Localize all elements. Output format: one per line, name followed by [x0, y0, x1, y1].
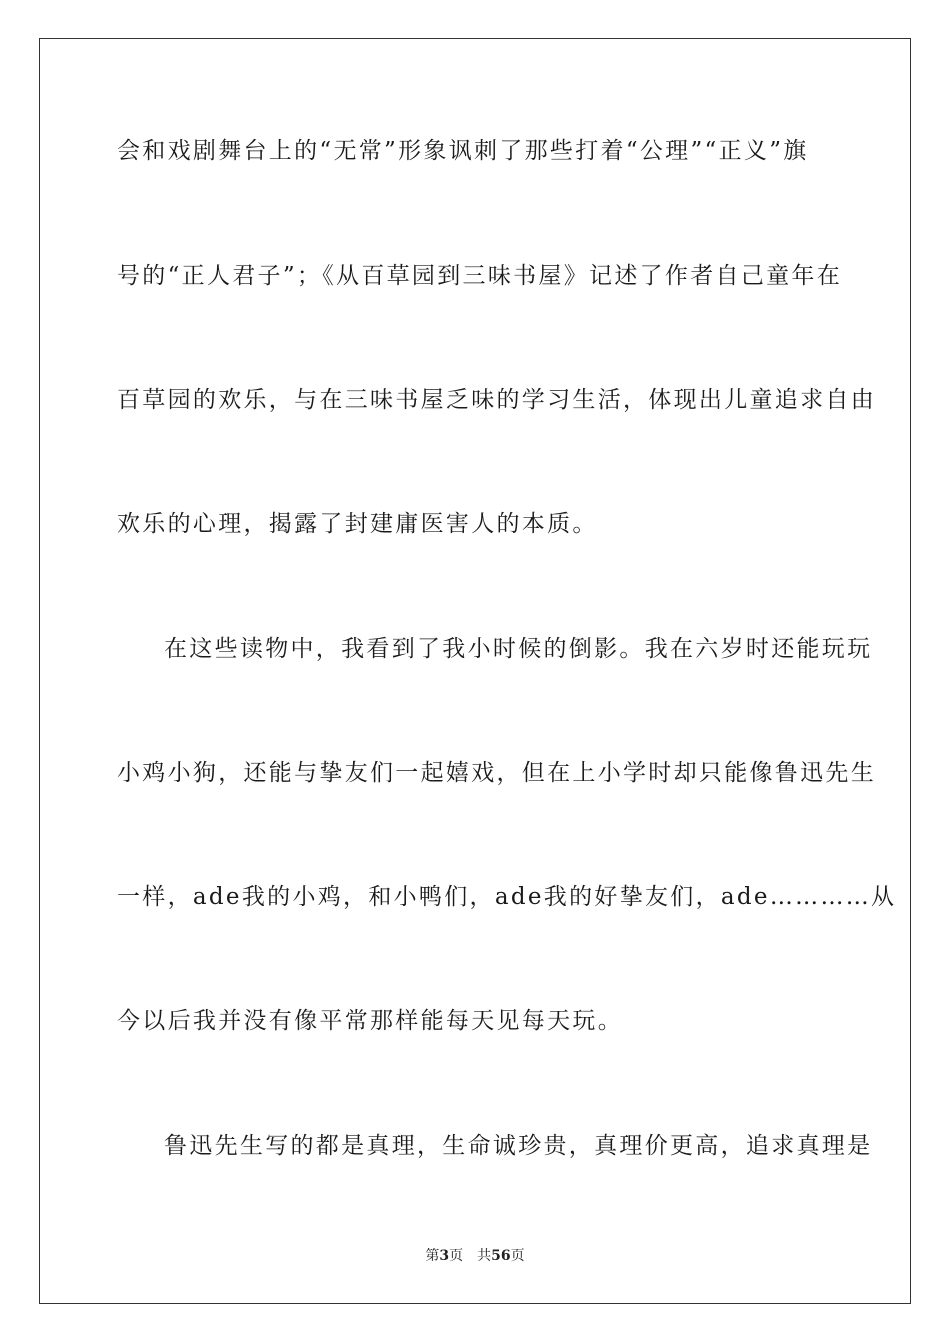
- footer-middle: 页 共: [449, 1248, 492, 1264]
- page-footer: [0, 1246, 950, 1266]
- paragraph-first-line: 在这些读物中，我看到了我小时候的倒影。我在六岁时还能玩玩: [164, 636, 873, 662]
- current-page-number: 3: [439, 1248, 450, 1264]
- text-line: 百草园的欢乐，与在三味书屋乏味的学习生活，体现出儿童追求自由: [117, 387, 876, 413]
- paragraph-first-line: 鲁迅先生写的都是真理，生命诚珍贵，真理价更高，追求真理是: [164, 1133, 873, 1159]
- text-line: 一样，ade我的小鸡，和小鸭们，ade我的好挚友们，ade…………从: [117, 884, 897, 910]
- text-line: 号的“正人君子”；《从百草园到三味书屋》记述了作者自己童年在: [117, 263, 843, 289]
- text-line: 今以后我并没有像平常那样能每天见每天玩。: [117, 1008, 623, 1034]
- text-line: 会和戏剧舞台上的“无常”形象讽刺了那些打着“公理”“正义”旗: [117, 138, 809, 164]
- total-page-count: 56: [491, 1248, 511, 1264]
- footer-suffix: 页: [510, 1248, 525, 1264]
- footer-prefix: 第: [425, 1248, 440, 1264]
- text-line: 小鸡小狗，还能与挚友们一起嬉戏，但在上小学时却只能像鲁迅先生: [117, 760, 876, 786]
- text-line: 欢乐的心理，揭露了封建庸医害人的本质。: [117, 511, 598, 537]
- page-frame: [39, 38, 911, 1304]
